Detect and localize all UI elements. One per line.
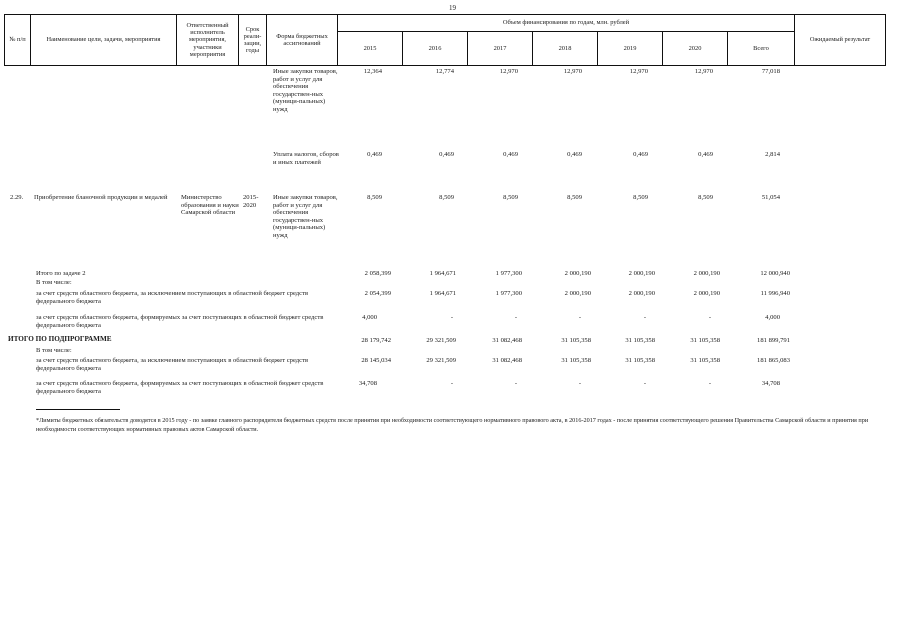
summary-value: 31 082,468 [492,337,522,344]
row-value: 8,509 [633,194,648,201]
summary-value: 2 000,190 [564,270,591,277]
row-term: 2015-2020 [243,194,259,209]
header-result: Ожидаемый результат [795,15,886,66]
summary-value: 1 964,671 [429,290,456,297]
row-form: Иные закупки товаров, работ и услуг для обеспечения государствен-ных (муници-пальных) нужд [273,68,338,113]
summary-total: 34,708 [761,380,780,387]
row-total: 2,814 [765,151,780,158]
summary-value: - [708,314,712,321]
summary-value: 29 321,509 [426,357,456,364]
row-form: Уплата налогов, сборов и иных платежей [273,151,339,166]
summary-value: 28 145,034 [361,357,391,364]
row-value: 0,469 [633,151,648,158]
row-total: 51,054 [761,194,780,201]
summary-value: 31 105,358 [561,337,591,344]
summary-value: 2 058,399 [364,270,391,277]
header-name: Наименование цели, задачи, мероприятия [31,15,177,66]
header-year: 2016 [403,32,468,66]
summary-label: за счет средств областного бюджета, формируемых за счет поступающих в областной бюджет средств федерального бюджета [36,380,324,395]
summary-value: 4,000 [362,314,377,321]
summary-total: 12 000,940 [760,270,790,277]
row-value: 12,970 [563,68,582,75]
row-value: 8,509 [439,194,454,201]
summary-value: 29 321,509 [426,337,456,344]
summary-label: В том числе: [36,279,72,286]
header-year: 2017 [468,32,533,66]
header-year: 2020 [663,32,728,66]
summary-value: 1 964,671 [429,270,456,277]
summary-label: за счет средств областного бюджета, за исключением поступающих в областной бюджет средств федерального бюджета [36,290,309,305]
summary-value: - [643,380,647,387]
table-header [4,14,886,66]
header-funding: Объем финансирования по годам, млн. рублей [338,15,795,32]
row-value: 12,774 [435,68,454,75]
row-value: 0,469 [439,151,454,158]
row-form: Иные закупки товаров, работ и услуг для обеспечения государствен-ных (муници-пальных) нужд [273,194,338,239]
summary-value: 31 105,358 [690,357,720,364]
summary-value: - [450,314,454,321]
summary-value: 31 082,468 [492,357,522,364]
header-no: № п/п [5,15,31,66]
summary-total: 181 899,791 [757,337,790,344]
header-total: Всего [728,32,795,66]
summary-total: 11 996,940 [760,290,790,297]
summary-label: за счет средств областного бюджета, за исключением поступающих в областной бюджет средств федерального бюджета [36,357,309,372]
summary-label: Итого по задаче 2 [36,270,86,277]
summary-total: 4,000 [765,314,780,321]
row-number: 2.29. [10,194,24,201]
row-name: Приобретение бланочной продукции и медалей [34,194,168,201]
summary-value: 2 054,399 [364,290,391,297]
row-responsible: Министерство образования и науки Самарской области [181,194,239,217]
summary-value: 28 179,742 [361,337,391,344]
footnote: *Лимиты бюджетных обязательств доводятся в 2015 году - по заявке главного распорядителя бюджетных средств после принятия при необходимости соответствующего нормативного правового акта, в 2016-2017 годах - после принятия соответствующего решения Правительства Самарской области и принятия при необходимости соответствующих нормативных правовых актов Самарской области. [36,417,869,433]
summary-label: за счет средств областного бюджета, формируемых за счет поступающих в областной бюджет средств федерального бюджета [36,314,324,329]
summary-value: 31 105,358 [625,337,655,344]
row-value: 8,509 [698,194,713,201]
header-responsible: Ответственный исполнитель мероприятия, участники мероприятия [177,15,239,66]
summary-label: В том числе: [36,347,72,354]
header-year: 2019 [598,32,663,66]
summary-value: 34,708 [358,380,377,387]
row-value: 12,970 [629,68,648,75]
summary-value: 2 000,190 [693,270,720,277]
row-value: 0,469 [698,151,713,158]
row-value: 8,509 [567,194,582,201]
summary-value: 2 000,190 [628,290,655,297]
row-value: 12,364 [363,68,382,75]
summary-value: - [708,380,712,387]
row-total: 77,018 [761,68,780,75]
row-value: 8,509 [367,194,382,201]
row-value: 8,509 [503,194,518,201]
summary-label: ИТОГО ПО ПОДПРОГРАММЕ [8,335,112,343]
summary-value: - [578,314,582,321]
header-term: Срок реали-зации, годы [239,15,267,66]
summary-value: 2 000,190 [693,290,720,297]
summary-value: - [514,314,518,321]
summary-value: 2 000,190 [564,290,591,297]
header-year: 2018 [533,32,598,66]
footnote-divider [36,409,120,410]
summary-value: 31 105,358 [561,357,591,364]
row-value: 12,970 [694,68,713,75]
row-value: 12,970 [499,68,518,75]
page-number: 19 [449,4,456,12]
summary-total: 181 865,083 [757,357,790,364]
summary-value: - [643,314,647,321]
summary-value: 31 105,358 [625,357,655,364]
summary-value: - [514,380,518,387]
summary-value: 1 977,300 [495,270,522,277]
header-form: Форма бюджетных ассигнований [267,15,338,66]
row-value: 0,469 [503,151,518,158]
summary-value: 2 000,190 [628,270,655,277]
summary-value: 31 105,358 [690,337,720,344]
summary-value: - [578,380,582,387]
summary-value: - [450,380,454,387]
row-value: 0,469 [567,151,582,158]
row-value: 0,469 [367,151,382,158]
summary-value: 1 977,300 [495,290,522,297]
header-year: 2015 [338,32,403,66]
